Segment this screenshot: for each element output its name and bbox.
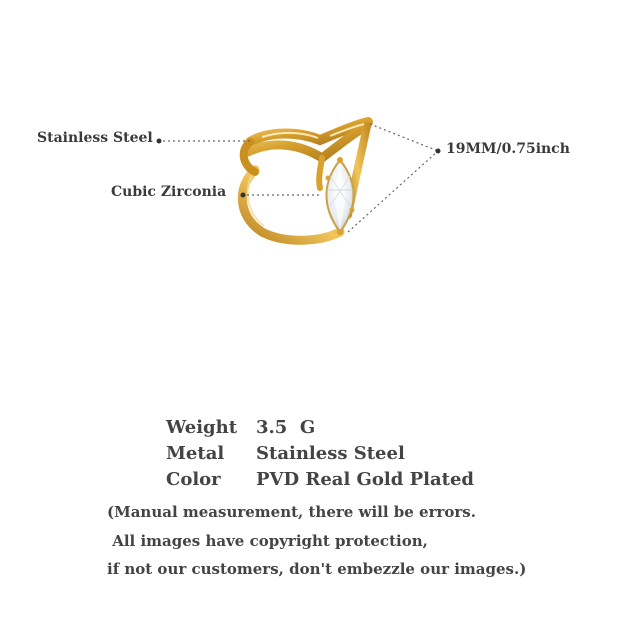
disclaimer-line-3: if not our customers, don't embezzle our images.) <box>107 560 527 578</box>
cubic-zirconia-stone <box>326 157 355 235</box>
disclaimer-line-1: (Manual measurement, there will be errors. <box>107 503 476 521</box>
disclaimer-line-2: All images have copyright protection, <box>107 532 428 550</box>
spec-key: Metal <box>166 443 225 464</box>
spec-key: Weight <box>166 417 238 438</box>
spec-key: Color <box>166 469 221 490</box>
spec-row-weight <box>166 417 315 438</box>
stone-annotation-label: Cubic Zirconia <box>111 184 227 200</box>
spec-value: Stainless Steel <box>256 443 405 464</box>
spec-value: PVD Real Gold Plated <box>256 469 475 490</box>
spec-row-metal <box>166 443 405 464</box>
annotation-lines <box>157 124 441 232</box>
size-annotation-label: 19MM/0.75inch <box>446 141 570 157</box>
metal-annotation-label: Stainless Steel <box>37 130 153 146</box>
spec-row-color <box>166 469 474 490</box>
spec-value: 3.5 G <box>256 417 316 438</box>
